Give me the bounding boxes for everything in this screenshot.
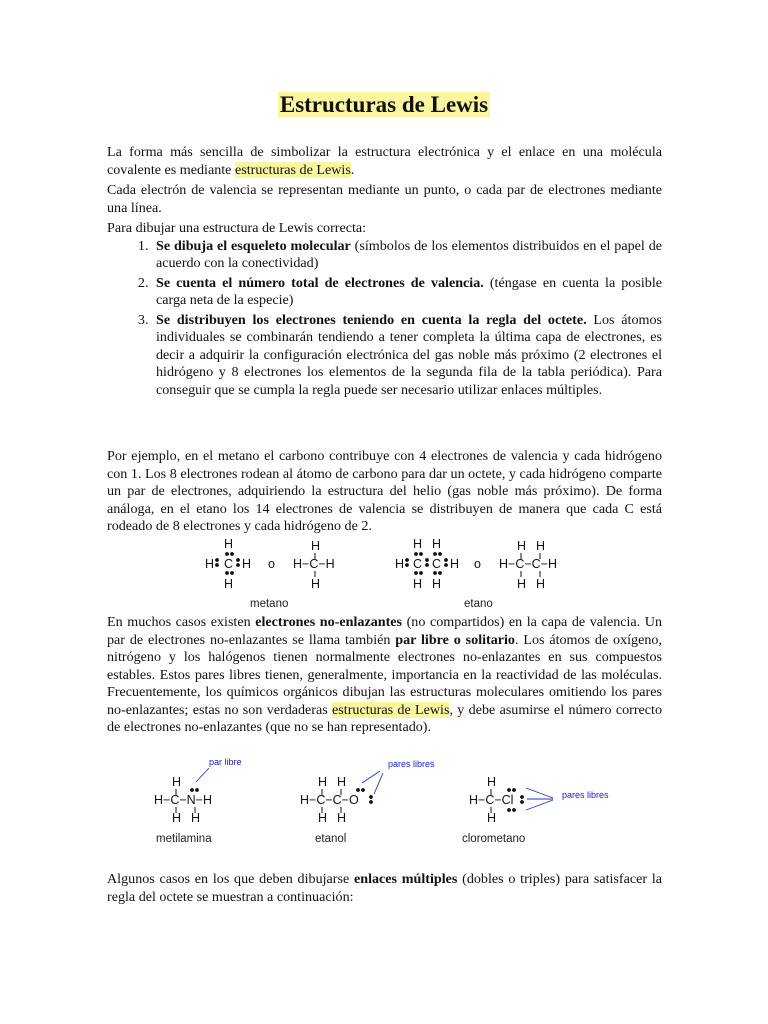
atom-h: H: [395, 557, 405, 571]
caption-clorometano: clorometano: [462, 833, 526, 845]
atom-h: H: [205, 557, 215, 571]
atom-h: H: [224, 537, 234, 551]
bond-formula: H−C−C−O: [300, 793, 359, 807]
caption-metano: metano: [250, 598, 289, 610]
caption-etanol: etanol: [315, 833, 347, 845]
atom-h: H: [224, 577, 234, 591]
step-text: (símbolos de los elementos distribuidos en el papel de acuerdo con la conectividad): [156, 237, 662, 271]
pointer-line: [374, 773, 383, 794]
atom-h: H: [191, 811, 201, 825]
bond-formula: H−C−Cl: [469, 793, 514, 807]
figure-metano-etano: [0, 532, 768, 612]
intro-text-end: .: [350, 161, 355, 178]
step-text: (téngase en cuenta la posible carga neta de la especie): [156, 274, 662, 308]
bond-formula: H−C−C−H: [499, 557, 558, 571]
intro-paragraph-3: Para dibujar una estructura de Lewis correcta:: [107, 220, 367, 236]
atom-h: H: [487, 811, 497, 825]
list-item: [152, 275, 662, 310]
figure-lone-pairs: [0, 752, 768, 852]
step-heading: Se dibuja el esqueleto molecular: [156, 237, 351, 254]
atom-h: H: [536, 539, 546, 553]
intro-section: [107, 144, 662, 401]
atom-h: H: [337, 811, 347, 825]
intro-paragraph-2: Cada electrón de valencia se representan mediante un punto, o cada par de electrones mediante una línea.: [107, 182, 662, 216]
page-title: [0, 92, 768, 118]
pointer-line: [526, 788, 553, 798]
atom-h: H: [450, 557, 460, 571]
atom-h: H: [337, 775, 347, 789]
bold-term: electrones no-enlazantes: [255, 614, 403, 630]
electron-dots: [405, 552, 448, 575]
atom-h: H: [487, 775, 497, 789]
lone-pair-dots: [190, 788, 199, 792]
bond-formula: H−C−H: [293, 557, 335, 571]
bold-term: par libre o solitario: [395, 631, 515, 648]
title-text: Estructuras de Lewis: [279, 92, 489, 117]
intro-paragraph-1: [107, 144, 662, 179]
pointer-line: [526, 800, 553, 810]
example-paragraph: Por ejemplo, en el metano el carbono contribuye con 4 electrones de valencia y cada hidrógeno con 1. Los 8 electrones rodean al átomo de carbono para dar un octete, y cada hidrógeno comparte un par de electrones, adquiriendo la estructura del helio (gas noble más próximo). De forma análoga, en el etano los 14 electrones de valencia se distribuyen de manera que cada C está rodeado de 8 electrones y cada hidrógeno de 2.: [107, 448, 662, 534]
intro-text: La forma más sencilla de simbolizar la estructura electrónica y el enlace en una molécula covalente es mediante: [107, 144, 662, 178]
atom-h: H: [413, 537, 423, 551]
caption-metilamina: metilamina: [156, 833, 212, 845]
caption-etano: etano: [464, 598, 493, 610]
atom-h: H: [536, 577, 546, 591]
steps-list: [107, 238, 662, 400]
atom-h: H: [318, 811, 328, 825]
atom-h: H: [311, 577, 321, 591]
nonbonding-paragraph: [107, 614, 662, 737]
or-text: o: [268, 557, 275, 571]
atom-h: H: [318, 775, 328, 789]
atom-h: H: [172, 811, 182, 825]
atom-h: H: [517, 577, 527, 591]
paragraph-text: (dobles o triples) para satisfacer la regla del octete se muestran a continuación:: [107, 871, 662, 905]
step-heading: Se cuenta el número total de electrones de valencia.: [156, 274, 484, 291]
highlighted-term: estructuras de Lewis: [234, 161, 351, 178]
atom-h: H: [242, 557, 252, 571]
bold-term: enlaces múltiples: [353, 871, 458, 887]
atom-h: H: [517, 539, 527, 553]
list-item: [152, 238, 662, 273]
paragraph-text: . Los átomos de oxígeno, nitrógeno y los halógenos tienen normalmente electrones no-enlazantes en sus compuestos estables. Estos pares libres tienen, generalmente, importancia en la reactividad de las moléculas. Frecuentemente, los químicos orgánicos dibujan las estructuras moleculares omitiendo los pares no-enlazantes; estas no son verdaderas: [107, 631, 662, 718]
step-heading: Se distribuyen los electrones teniendo en cuenta la regla del octete.: [156, 311, 587, 328]
multiple-bonds-paragraph: [107, 871, 662, 906]
atom-h: H: [432, 537, 442, 551]
step-text: Los átomos individuales se combinarán tendiendo a tener completa la última capa de electrones, es decir a adquirir la configuración electrónica del gas noble más próximo (2 electrones el hidrógeno y 8 electrones los elementos de la segunda fila de la tabla periódica). Para conseguir que se cumpla la regla puede ser necesario utilizar enlaces múltiples.: [156, 311, 662, 398]
pointer-line: [196, 768, 209, 782]
paragraph-text: , y debe asumirse el número correcto de electrones no-enlazantes (que no se han representado).: [107, 701, 662, 735]
atom-h: H: [432, 577, 442, 591]
atom-c: C: [413, 557, 423, 571]
pointer-line: [362, 771, 380, 783]
atom-h: H: [172, 775, 182, 789]
paragraph-text: (no compartidos) en la capa de valencia. Un par de electrones no-enlazantes se llama también: [107, 614, 663, 648]
atom-c: C: [224, 557, 234, 571]
label-par-libre: par libre: [209, 757, 242, 767]
list-item: [152, 312, 662, 400]
or-text: o: [474, 557, 481, 571]
bond-formula: H−C−N−H: [154, 793, 213, 807]
label-pares-libres: pares libres: [562, 790, 609, 800]
paragraph-text: En muchos casos existen: [107, 614, 256, 630]
label-pares-libres: pares libres: [388, 759, 435, 769]
atom-c: C: [432, 557, 442, 571]
paragraph-text: Algunos casos en los que deben dibujarse: [107, 871, 354, 887]
atom-h: H: [311, 539, 321, 553]
atom-h: H: [413, 577, 423, 591]
highlighted-term: estructuras de Lewis: [332, 701, 450, 718]
